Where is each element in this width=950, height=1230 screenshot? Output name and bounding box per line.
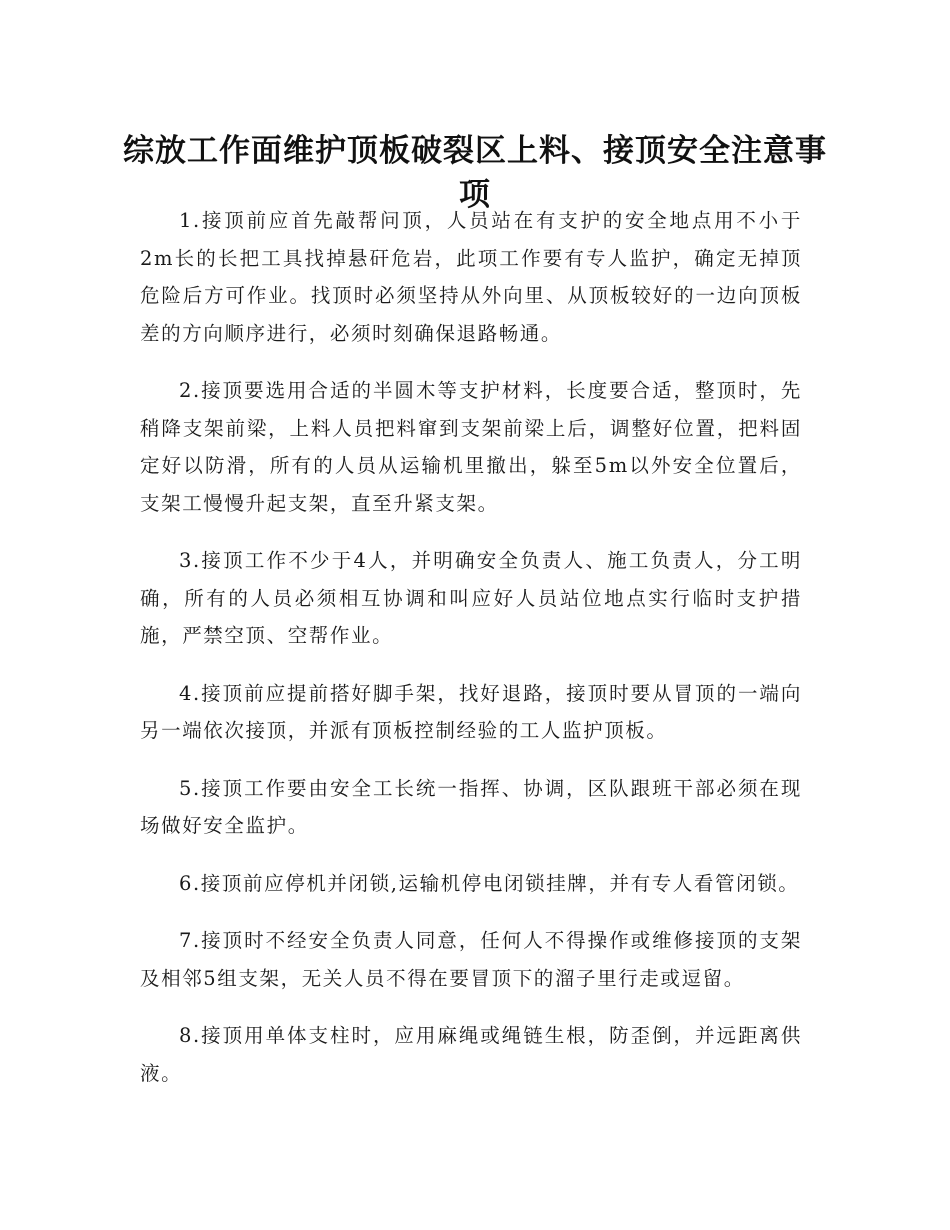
- paragraph-6: 6.接顶前应停机并闭锁,运输机停电闭锁挂牌，并有专人看管闭锁。: [179, 871, 800, 895]
- paragraph-7: 7.接顶时不经安全负责人同意，任何人不得操作或维修接顶的支架及相邻5组支架，无关人员不得在要冒顶下的溜子里行走或逗留。: [140, 929, 802, 990]
- paragraph-3: 3.接顶工作不少于4人，并明确安全负责人、施工负责人，分工明确，所有的人员必须相互协调和叫应好人员站位地点实行临时支护措施，严禁空顶、空帮作业。: [140, 549, 802, 647]
- paragraph-4: 4.接顶前应提前搭好脚手架，找好退路，接顶时要从冒顶的一端向另一端依次接顶，并派有顶板控制经验的工人监护顶板。: [140, 681, 802, 742]
- paragraph-2: 2.接顶要选用合适的半圆木等支护材料，长度要合适，整顶时，先稍降支架前梁，上料人员把料窜到支架前梁上后，调整好位置，把料固定好以防滑，所有的人员从运输机里撤出，躲至5m以外安全位置后，支架工慢慢升起支架，直至升紧支架。: [140, 379, 802, 515]
- paragraph-8: 8.接顶用单体支柱时，应用麻绳或绳链生根，防歪倒，并远距离供液。: [140, 1024, 802, 1085]
- document-title: 综放工作面维护顶板破裂区上料、接顶安全注意事项: [123, 132, 827, 213]
- paragraph-1: 1.接顶前应首先敲帮问顶，人员站在有支护的安全地点用不小于2m长的长把工具找掉悬矸危岩，此项工作要有专人监护，确定无掉顶危险后方可作业。找顶时必须坚持从外向里、从顶板较好的一边向顶板差的方向顺序进行，必须时刻确保退路畅通。: [140, 209, 802, 345]
- document-body: [140, 202, 802, 1112]
- paragraph-5: 5.接顶工作要由安全工长统一指挥、协调，区队跟班干部必须在现场做好安全监护。: [140, 776, 802, 837]
